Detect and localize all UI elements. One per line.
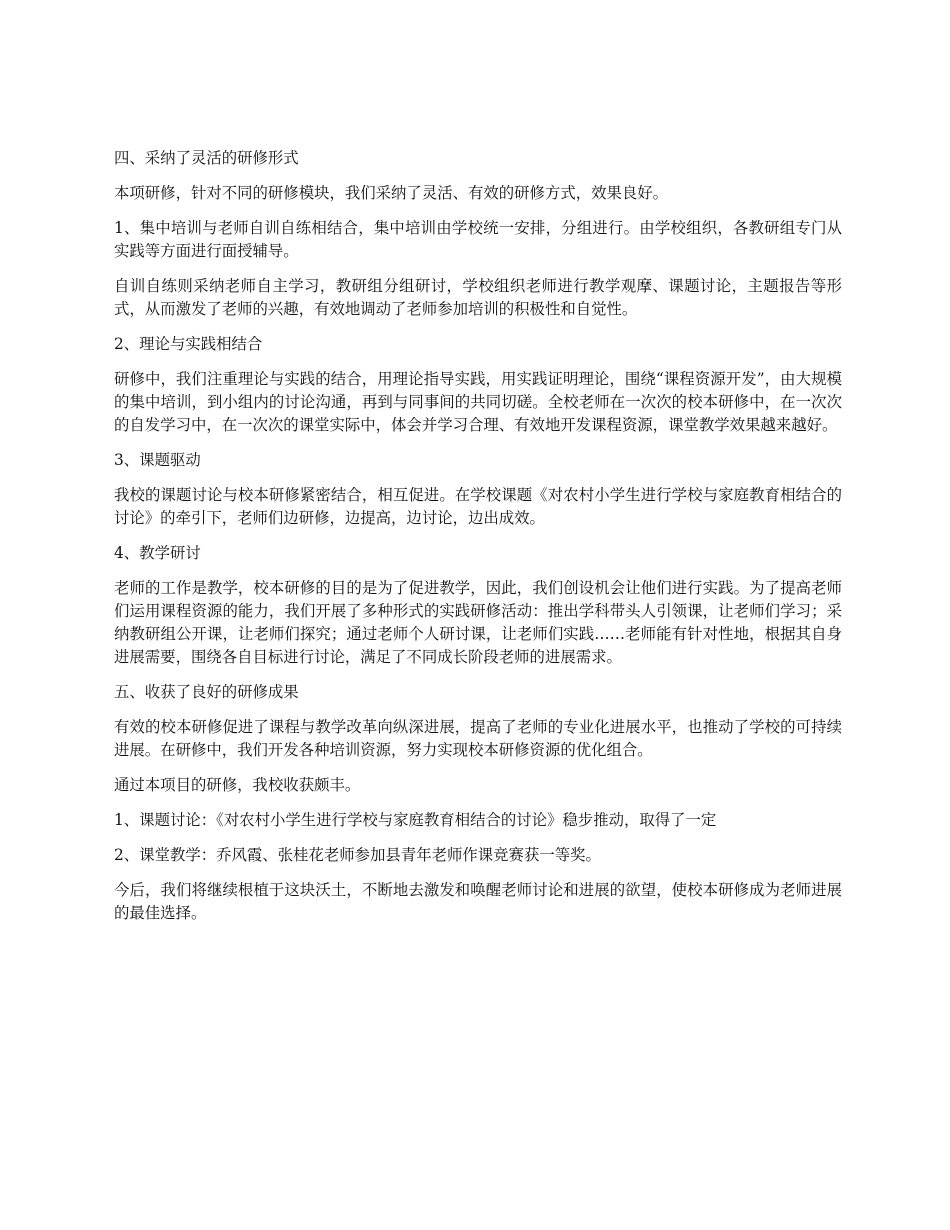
project-driven-paragraph: 我校的课题讨论与校本研修紧密结合，相互促进。在学校课题《对农村小学生进行学校与家庭教育相结合的讨论》的牵引下，老师们边研修，边提高，边讨论，边出成效。 (114, 486, 842, 527)
result-item-2: 2、课堂教学：乔风霞、张桂花老师参加县青年老师作课竞赛获一等奖。 (114, 846, 601, 864)
harvest-paragraph: 通过本项目的研修，我校收获颇丰。 (114, 776, 361, 794)
results-paragraph: 有效的校本研修促进了课程与教学改革向纵深进展，提高了老师的专业化进展水平，也推动了学校的可持续进展。在研修中，我们开发各种培训资源，努力实现校本研修资源的优化组合。 (114, 718, 842, 759)
item-1-paragraph: 1、集中培训与老师自训自练相结合，集中培训由学校统一安排，分组进行。由学校组织，各教研组专门从实践等方面进行面授辅导。 (114, 219, 842, 260)
closing-paragraph: 今后，我们将继续根植于这块沃土，不断地去激发和唤醒老师讨论和进展的欲望，使校本研修成为老师进展的最佳选择。 (114, 881, 842, 922)
section-heading-5: 五、收获了良好的研修成果 (114, 683, 299, 701)
result-item-1: 1、课题讨论：《对农村小学生进行学校与家庭教育相结合的讨论》稳步推动，取得了一定 (114, 811, 717, 829)
item-3-heading: 3、课题驱动 (114, 451, 201, 469)
intro-paragraph: 本项研修，针对不同的研修模块，我们采纳了灵活、有效的研修方式，效果良好。 (114, 184, 669, 202)
section-heading-4: 四、采纳了灵活的研修形式 (114, 149, 299, 167)
item-4-heading: 4、教学研讨 (114, 544, 201, 562)
self-training-paragraph: 自训自练则采纳老师自主学习，教研组分组研讨，学校组织老师进行教学观摩、课题讨论，主题报告等形式，从而激发了老师的兴趣，有效地调动了老师参加培训的积极性和自觉性。 (114, 277, 842, 318)
document-body (114, 147, 842, 937)
theory-practice-paragraph: 研修中，我们注重理论与实践的结合，用理论指导实践，用实践证明理论，围绕“课程资源开发”，由大规模的集中培训，到小组内的讨论沟通，再到与同事间的共同切磋。全校老师在一次次的校本研修中，在一次次的自发学习中，在一次次的课堂实际中，体会并学习合理、有效地开发课程资源，课堂教学效果越来越好。 (114, 370, 842, 434)
item-2-heading: 2、理论与实践相结合 (114, 335, 263, 353)
teaching-research-paragraph: 老师的工作是教学，校本研修的目的是为了促进教学，因此，我们创设机会让他们进行实践。为了提高老师们运用课程资源的能力，我们开展了多种形式的实践研修活动：推出学科带头人引领课，让老师们学习；采纳教研组公开课，让老师们探究；通过老师个人研讨课，让老师们实践……老师能有针对性地，根据其自身进展需要，围绕各自目标进行讨论，满足了不同成长阶段老师的进展需求。 (114, 579, 842, 666)
